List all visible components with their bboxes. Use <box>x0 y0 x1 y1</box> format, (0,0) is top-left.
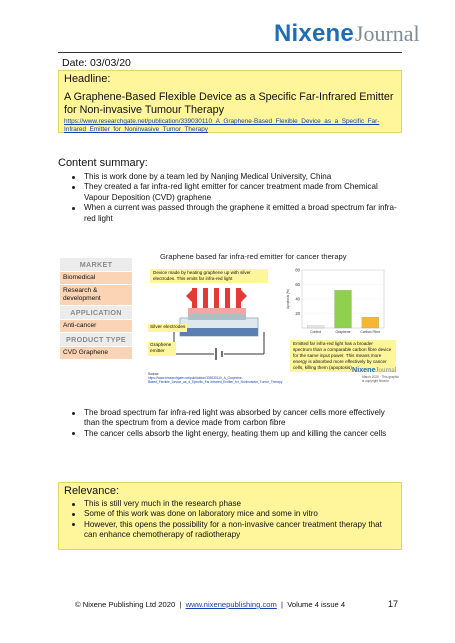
spectrum-callout: Emitted far infra-red light has a broader spectrum than a comparable carbon fibre device for the same input power. This means more energy is absorbed more effectively by cancer cells, killing them (apoptosis) <box>290 340 396 372</box>
footer-volume: Volume 4 issue 4 <box>287 600 346 609</box>
footer-text <box>75 600 345 609</box>
relevance-list <box>84 499 389 541</box>
relevance-heading: Relevance: <box>64 485 120 497</box>
findings-list <box>84 408 400 439</box>
graphene-emitter-label: Graphene emitter <box>148 342 176 356</box>
source-label: Source: <box>148 372 159 376</box>
list-item: This is work done by a team led by Nanjing Medical University, China <box>84 172 400 182</box>
logo-brand: Nixene <box>274 20 354 47</box>
application-header: APPLICATION <box>60 306 132 319</box>
y-tick-label: 20 <box>295 311 300 316</box>
silver-electrodes-label: Silver electrodes <box>150 325 186 330</box>
headline-link[interactable]: https://www.researchgate.net/publication/339030110_A_Graphene-Based_Flexible_Device_as_a_Specific_Far-Infrared_Emitter_for_Noninvasive_Tumor_Therapy <box>64 118 380 133</box>
footer-website-link[interactable]: www.nixenepublishing.com <box>185 600 277 609</box>
y-tick-label: 40 <box>295 296 300 302</box>
x-tick-label: Control <box>310 330 322 334</box>
copyright-note: March 2020 · This graphic is copyright Nixene <box>362 375 399 383</box>
page-number: 17 <box>388 599 399 609</box>
bar <box>362 317 379 328</box>
summary-heading: Content summary: <box>58 157 148 169</box>
apoptosis-bar-chart <box>286 266 386 340</box>
infrared-rays-icon <box>186 288 247 318</box>
mini-logo <box>352 365 397 374</box>
top-rule <box>58 52 402 53</box>
product-item: CVD Graphene <box>60 347 132 359</box>
figure-source <box>148 372 288 384</box>
figure-title: Graphene based far infra-red emitter for cancer therapy <box>160 252 347 261</box>
list-item: The cancer cells absorb the light energy, heating them up and killing the cancer cells <box>84 429 400 439</box>
headline-label: Headline: <box>64 73 111 85</box>
footer-separator: | <box>179 600 182 609</box>
y-axis-label: Apoptosis (%) <box>286 289 290 309</box>
headline-title: A Graphene-Based Flexible Device as a Specific Far-Infrared Emitter for Non-invasive Tumour Therapy <box>64 91 394 116</box>
category-sidebar <box>60 258 132 360</box>
x-tick-label: Carbon Fibre <box>360 330 381 334</box>
list-item: Some of this work was done on laboratory mice and some in vitro <box>84 509 389 519</box>
market-header: MARKET <box>60 258 132 271</box>
y-tick-label: 60 <box>295 282 300 287</box>
mini-logo-suffix: Journal <box>375 366 397 374</box>
list-item: The broad spectrum far infra-red light was absorbed by cancer cells more effectively than the spectrum from a device made from carbon fibre <box>84 408 400 429</box>
footer-copyright: © Nixene Publishing Ltd 2020 <box>75 600 176 609</box>
product-type-header: PRODUCT TYPE <box>60 333 132 346</box>
footer-separator: | <box>281 600 284 609</box>
bar <box>307 326 324 328</box>
device-callout: Device made by heating graphene up with silver electrodes. This emits far infra-red light <box>150 269 268 283</box>
logo-suffix: Journal <box>354 21 420 46</box>
journal-logo <box>274 20 420 48</box>
market-item: Biomedical <box>60 272 132 284</box>
article-date: Date: 03/03/20 <box>62 57 131 69</box>
list-item: However, this opens the possibility for a non-invasive cancer treatment therapy that can enhance chemotherapy of radiotherapy <box>84 520 389 541</box>
y-tick-label: 80 <box>295 267 300 273</box>
application-item: Anti-cancer <box>60 320 132 332</box>
list-item: When a current was passed through the graphene it emitted a broad spectrum far infra-red light <box>84 203 400 224</box>
market-item: Research & development <box>60 285 132 305</box>
infographic <box>60 250 399 395</box>
summary-list <box>84 172 400 224</box>
source-link[interactable]: https://www.researchgate.net/publication/339030110_A_Graphene-Based_Flexible_Device_as_a_Specific_Far-Infrared_Emitter_for_Noninvasive_Tumor_Therapy <box>148 376 283 384</box>
list-item: They created a far infra-red light emitter for cancer treatment made from Chemical Vapour Deposition (CVD) graphene <box>84 182 400 203</box>
headline-box <box>58 70 402 133</box>
list-item: This is still very much in the research phase <box>84 499 389 509</box>
mini-logo-brand: Nixene <box>352 365 376 374</box>
x-tick-label: Graphene <box>335 330 351 334</box>
bar <box>335 290 352 328</box>
